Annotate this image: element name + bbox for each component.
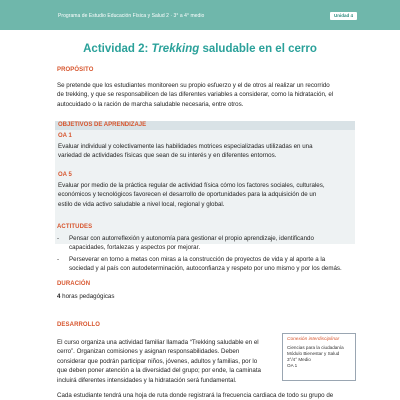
development-line: cerro”. Organizan comisiones y asignan responsabilidades. Deben	[57, 348, 240, 356]
attitude-text	[69, 255, 355, 274]
oa1-label: OA 1	[58, 133, 72, 139]
title-prefix: Actividad 2:	[83, 43, 152, 55]
oa5-text	[58, 181, 350, 209]
attitudes-heading: ACTITUDES	[57, 224, 93, 230]
duration-text	[57, 292, 353, 301]
list-dash: -	[57, 235, 60, 242]
development-text	[57, 338, 271, 385]
activity-title	[0, 43, 400, 55]
title-suffix: saludable en el cerro	[199, 43, 317, 55]
purpose-line: Se pretende que los estudiantes monitoreen su propio esfuerzo y el de otros al realizar un recorrido	[57, 82, 330, 89]
program-name: Programa de Estudio Educación Física y Salud 2 · 3° a 4° medio	[58, 13, 205, 19]
oa5-label: OA 5	[58, 172, 72, 178]
development-continuation: Cada estudiante tendrá una hoja de ruta donde registrará la frecuencia cardiaca de todo su grupo de	[57, 392, 334, 399]
purpose-line: autocuidado o la ración de marcha saludable necesaria, entre otros.	[57, 100, 244, 108]
interdisciplinary-line: OA 1	[287, 363, 298, 368]
duration-heading: DURACIÓN	[57, 281, 91, 287]
oa1-text	[58, 142, 350, 161]
interdisciplinary-heading: Conexión interdisciplinar	[287, 337, 340, 342]
interdisciplinary-line: Módulo Bienestar y Salud	[287, 351, 340, 356]
duration-unit: horas pedagógicas	[60, 293, 115, 300]
oa5-line: Evaluar por medio de la práctica regular de actividad física cómo los factores sociales, culturales,	[58, 182, 325, 189]
development-heading: DESARROLLO	[57, 322, 100, 328]
attitude-text	[69, 234, 355, 253]
list-dash: -	[57, 256, 60, 263]
interdisciplinary-line: Ciencias para la ciudadanía	[287, 345, 344, 350]
attitude-line: Pensar con autorreflexión y autonomía para gestionar el propio aprendizaje, identificando	[69, 235, 314, 242]
objectives-heading: OBJETIVOS DE APRENDIZAJE	[58, 122, 147, 128]
development-line: incluirá diferentes intensidades y la hidratación será fundamental.	[57, 376, 237, 384]
duration-number: 4	[57, 293, 61, 300]
interdisciplinary-box	[282, 333, 356, 381]
oa5-line: estilo de vida activo saludable a nivel local, regional y global.	[58, 200, 225, 208]
unit-badge: Unidad 4	[330, 12, 357, 20]
header-bar	[0, 0, 400, 30]
development-line: que deben poner atención a la diversidad del grupo; por ende, la caminata	[57, 367, 261, 375]
oa1-line: Evaluar individual y colectivamente las habilidades motrices especializadas utilizadas en una	[58, 143, 313, 150]
purpose-text	[57, 81, 353, 109]
purpose-line: de trekking, y que se responsabilicen de las diferentes variables a considerar, como la hidratación, el	[57, 91, 334, 99]
attitude-item	[57, 255, 355, 274]
oa1-line: variedad de actividades físicas que sean de su interés y en diferentes entornos.	[58, 152, 277, 160]
oa5-line: económicos y tecnológicos favorecen el desarrollo de oportunidades para la adquisición de un	[58, 191, 317, 199]
attitude-line: Perseverar en torno a metas con miras a la construcción de proyectos de vida y al aporte a la	[69, 256, 326, 263]
attitude-line: capacidades, fortalezas y aspectos por mejorar.	[69, 244, 201, 252]
attitude-line: sociedad y al país con autodeterminación, autoconfianza y respeto por uno mismo y por los demás.	[69, 265, 342, 273]
title-italic: Trekking	[151, 43, 200, 55]
purpose-heading: PROPÓSITO	[57, 67, 94, 73]
interdisciplinary-line: 3°/4° Medio	[287, 357, 311, 362]
attitude-item	[57, 234, 355, 253]
development-line: El curso organiza una actividad familiar llamada “Trekking saludable en el	[57, 339, 259, 346]
development-line: considerar que podrán participar niños, jóvenes, adultos y familias, por lo	[57, 357, 258, 365]
